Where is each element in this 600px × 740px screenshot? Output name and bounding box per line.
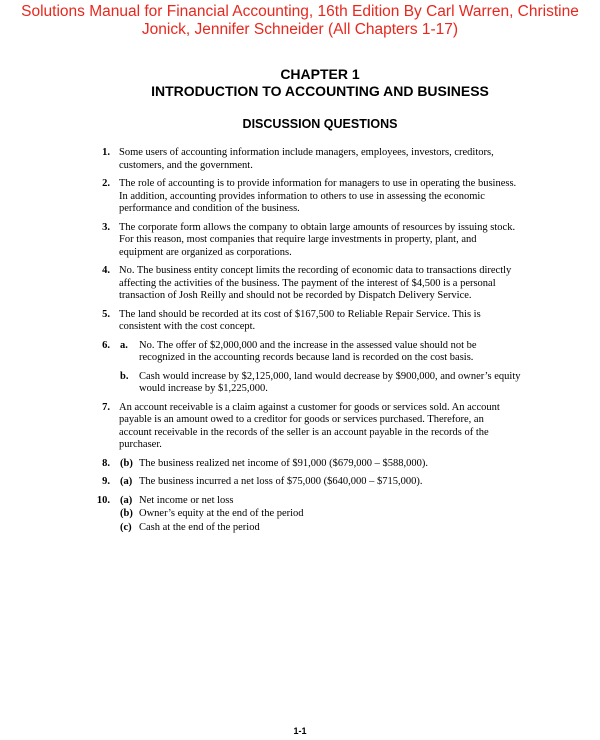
question-number: 7. — [102, 401, 110, 413]
page-number: 1-1 — [293, 726, 307, 736]
question-text: Some users of accounting information include managers, employees, investors, creditors, customers, and the government. — [119, 147, 494, 171]
chapter-title: INTRODUCTION TO ACCOUNTING AND BUSINESS — [151, 83, 489, 99]
question-7 — [0, 402, 600, 452]
section-title: DISCUSSION QUESTIONS — [242, 117, 398, 131]
question-1 — [0, 147, 600, 172]
question-10 — [0, 495, 600, 535]
question-text: No. The business entity concept limits the recording of economic data to transactions directly affecting the activities of the business. The payment of the interest of $4,500 is a personal transaction of Josh Reilly and should not be recorded by Dispatch Delivery Service. — [119, 265, 512, 301]
sub-text: No. The offer of $2,000,000 and the increase in the assessed value should not be recognized in the accounting records because land is recorded on the cost basis. — [139, 339, 477, 363]
answer-text: The business incurred a net loss of $75,000 ($640,000 – $715,000). — [139, 476, 423, 487]
question-10a — [0, 495, 600, 508]
chapter-number: CHAPTER 1 — [280, 66, 360, 82]
question-number: 9. — [102, 476, 110, 487]
question-9 — [0, 476, 600, 489]
question-4 — [0, 265, 600, 303]
question-number: 8. — [102, 457, 110, 469]
solutions-manual-banner: Solutions Manual for Financial Accounting, 16th Edition By Carl Warren, Christine Jonick, Jennifer Schneider (All Chapters 1-17) — [21, 3, 579, 38]
question-3 — [0, 222, 600, 260]
sub-text: Net income or net loss — [139, 494, 234, 506]
question-6b — [0, 371, 600, 396]
question-8 — [0, 458, 600, 471]
sub-text: Cash at the end of the period — [139, 521, 260, 533]
sub-label: b. — [120, 370, 129, 382]
question-number: 3. — [102, 221, 110, 233]
question-number: 2. — [102, 178, 110, 189]
answer-label: (b) — [120, 457, 133, 469]
question-text: The corporate form allows the company to obtain large amounts of resources by issuing stock. For this reason, most companies that require large investments in property, plant, and equipment are organized as corporations. — [119, 221, 516, 258]
question-10c — [0, 522, 600, 535]
sub-text: Cash would increase by $2,125,000, land would decrease by $900,000, and owner’s equity would increase by $1,225,000. — [139, 370, 521, 394]
discussion-questions-list — [0, 147, 600, 540]
question-text: An account receivable is a claim against a customer for goods or services sold. An account payable is an amount owed to a creditor for goods or services purchased. Therefore, an account receivable in the records of the seller is an account payable in the records of the purchaser. — [119, 401, 500, 450]
question-number: 4. — [102, 265, 110, 276]
question-2 — [0, 178, 600, 216]
question-number: 6. — [102, 339, 110, 351]
question-5 — [0, 309, 600, 334]
answer-label: (a) — [120, 476, 133, 487]
question-6 — [0, 340, 600, 396]
answer-text: The business realized net income of $91,000 ($679,000 – $588,000). — [139, 457, 428, 469]
sub-label: (c) — [120, 521, 132, 533]
question-6a — [0, 340, 600, 365]
question-number: 1. — [102, 147, 110, 158]
sub-label: (a) — [120, 494, 133, 506]
question-number: 5. — [102, 308, 110, 320]
sub-text: Owner’s equity at the end of the period — [139, 508, 304, 519]
question-text: The role of accounting is to provide information for managers to use in operating the business. In addition, accounting provides information to others to use in assessing the economic performance and condition of the business. — [119, 178, 517, 214]
sub-label: (b) — [120, 508, 133, 519]
question-text: The land should be recorded at its cost of $167,500 to Reliable Repair Service. This is consistent with the cost concept. — [119, 308, 481, 332]
question-10b — [0, 508, 600, 521]
question-number: 10. — [96, 494, 110, 506]
sub-label: a. — [120, 339, 128, 351]
